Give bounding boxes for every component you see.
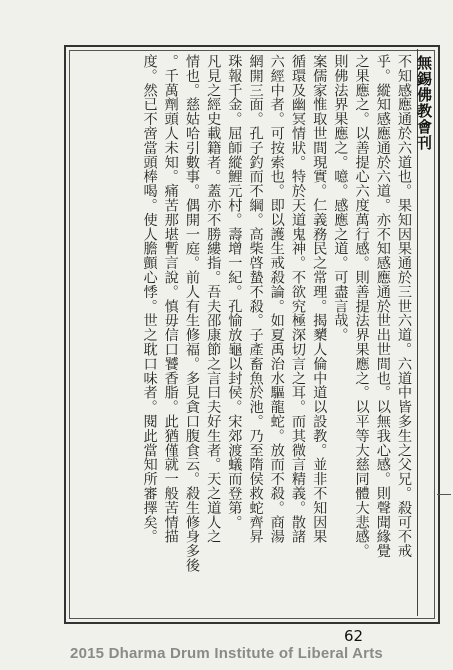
- text-column-3: 之果應之。以善提心六度萬行感。則善提法界果應之。以平等大慈同體大悲感。: [353, 54, 370, 558]
- text-column-2: 乎。縱知感應通於六道。亦不知感應通於世出世間也。以無我心感。則聲聞緣覺: [374, 54, 391, 558]
- vertical-text-block: [74, 54, 414, 610]
- text-column-8: 網開三面。孔子釣而不綱。高柴啓蟄不殺。子產畜魚於池。乃至隋侯救蛇齊昇: [247, 54, 264, 544]
- text-column-7: 六經中者。可按索也。即以護生戒殺論。如夏禹治水驅龍蛇。放而不殺。商湯: [268, 54, 285, 544]
- journal-title: 無錫佛教會刊: [415, 55, 433, 151]
- text-column-9: 珠報千金。屈師縱鯉元村。壽增一紀。孔愉放龜以封侯。宋郊渡蟻而登第。: [226, 54, 243, 530]
- margin-mark: [437, 494, 451, 495]
- text-column-13: 度。然已不啻當頭棒喝。使人膽顫心悸。世之耽口味者。閱此當知所審擇矣。: [141, 54, 158, 544]
- copyright-footer: 2015 Dharma Drum Institute of Liberal Arts: [70, 645, 383, 662]
- text-column-10: 凡見之經史載籍者。蓋亦不勝縷指。吾夫邵康節之言曰夫好生者。天之道人之: [205, 54, 222, 544]
- text-column-4: 則佛法界果應之。噫。感應之道。可盡言哉。: [332, 54, 349, 342]
- text-column-11: 情也。慈姑哈引數事。偶開一庭。前人有生修福。多見貪口腹食云。殺生修身多後: [183, 54, 200, 573]
- text-column-12: 。千萬劑頭人未知。痛苦那堪暫言說。慎毋信口饕香脂。此猶僅就一般苦情描: [162, 54, 179, 544]
- text-column-1: 不知感應通於六道也。果知因果通於三世六道。六道中皆多生之父兄。殺可不戒: [396, 54, 412, 558]
- page-number: 62: [344, 627, 364, 645]
- text-column-5: 案儒家惟取世間現實。仁義務民之常理。揭櫫人倫中道以設教。並非不知因果: [311, 54, 328, 544]
- text-column-6: 循環及幽冥情狀。特於天道鬼神。不欲究極深切言之耳。而其微言精義。散諸: [289, 54, 306, 544]
